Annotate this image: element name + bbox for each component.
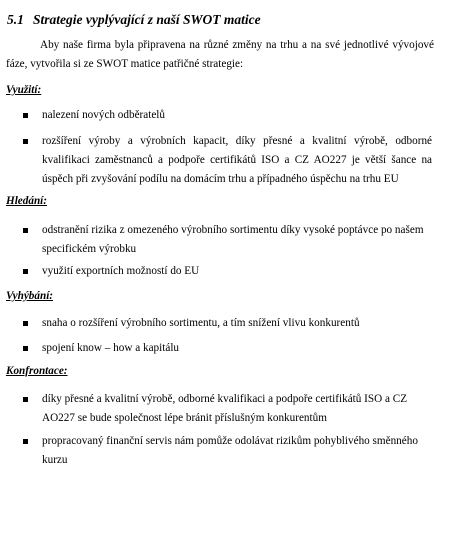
list-item-line: odstranění rizika z omezeného výrobního sortimentu díky vysoké poptávce po našem	[42, 224, 424, 236]
bullet-icon	[23, 346, 28, 351]
list-item-line: AO227 se bude společnost lépe bránit příslušným konkurentům	[42, 412, 327, 424]
list-item-line: specifickém výrobku	[42, 243, 137, 255]
bullet-icon	[23, 113, 28, 118]
section-number: 5.1	[7, 12, 24, 27]
list-item	[42, 262, 432, 281]
list-item-line: kvalifikaci zaměstnanců a podpoře certifikátů ISO a CZ AO227 je větší šance na	[42, 154, 432, 166]
bullet-icon	[23, 269, 28, 274]
list-item	[42, 132, 432, 189]
intro-line: Aby naše firma byla připravena na různé změny na trhu a na své jednotlivé vývojové	[40, 39, 434, 51]
list-item	[42, 106, 432, 125]
list-item-line: nalezení nových odběratelů	[42, 109, 166, 121]
section-title: Strategie vyplývající z naší SWOT matice	[33, 12, 261, 27]
bullet-icon	[23, 321, 28, 326]
list-item	[42, 390, 432, 428]
list-item-line: rozšíření výroby a výrobních kapacit, díky přesné a kvalitní výrobě, odborné	[42, 135, 432, 147]
intro-paragraph	[6, 36, 434, 74]
strategy-label-hledani: Hledání:	[6, 195, 48, 207]
bullet-icon	[23, 139, 28, 144]
bullet-icon	[23, 397, 28, 402]
list-item-line: spojení know – how a kapitálu	[42, 342, 180, 354]
list-item	[42, 221, 432, 259]
strategy-label-vyuziti: Využití:	[6, 84, 42, 96]
intro-line: fáze, vytvořila si ze SWOT matice patřičné strategie:	[6, 58, 244, 70]
list-item	[42, 314, 432, 333]
list-item-line: díky přesné a kvalitní výrobě, odborné kvalifikaci a podpoře certifikátů ISO a CZ	[42, 393, 408, 405]
list-item	[42, 339, 432, 358]
bullet-icon	[23, 228, 28, 233]
list-item-line: propracovaný finanční servis nám pomůže odolávat rizikům pohyblivého směnného	[42, 435, 418, 447]
strategy-label-vyhybani: Vyhýbání:	[6, 290, 54, 302]
list-item-line: úspěch při zvyšování podílu na domácím trhu a případného úspěchu na trhu EU	[42, 173, 399, 185]
section-heading	[7, 12, 261, 28]
bullet-icon	[23, 439, 28, 444]
list-item-line: snaha o rozšíření výrobního sortimentu, a tím snížení vlivu konkurentů	[42, 317, 360, 329]
list-item-line: využití exportních možností do EU	[42, 265, 200, 277]
list-item-line: kurzu	[42, 454, 68, 466]
strategy-label-konfrontace: Konfrontace:	[6, 365, 68, 377]
list-item	[42, 432, 432, 470]
